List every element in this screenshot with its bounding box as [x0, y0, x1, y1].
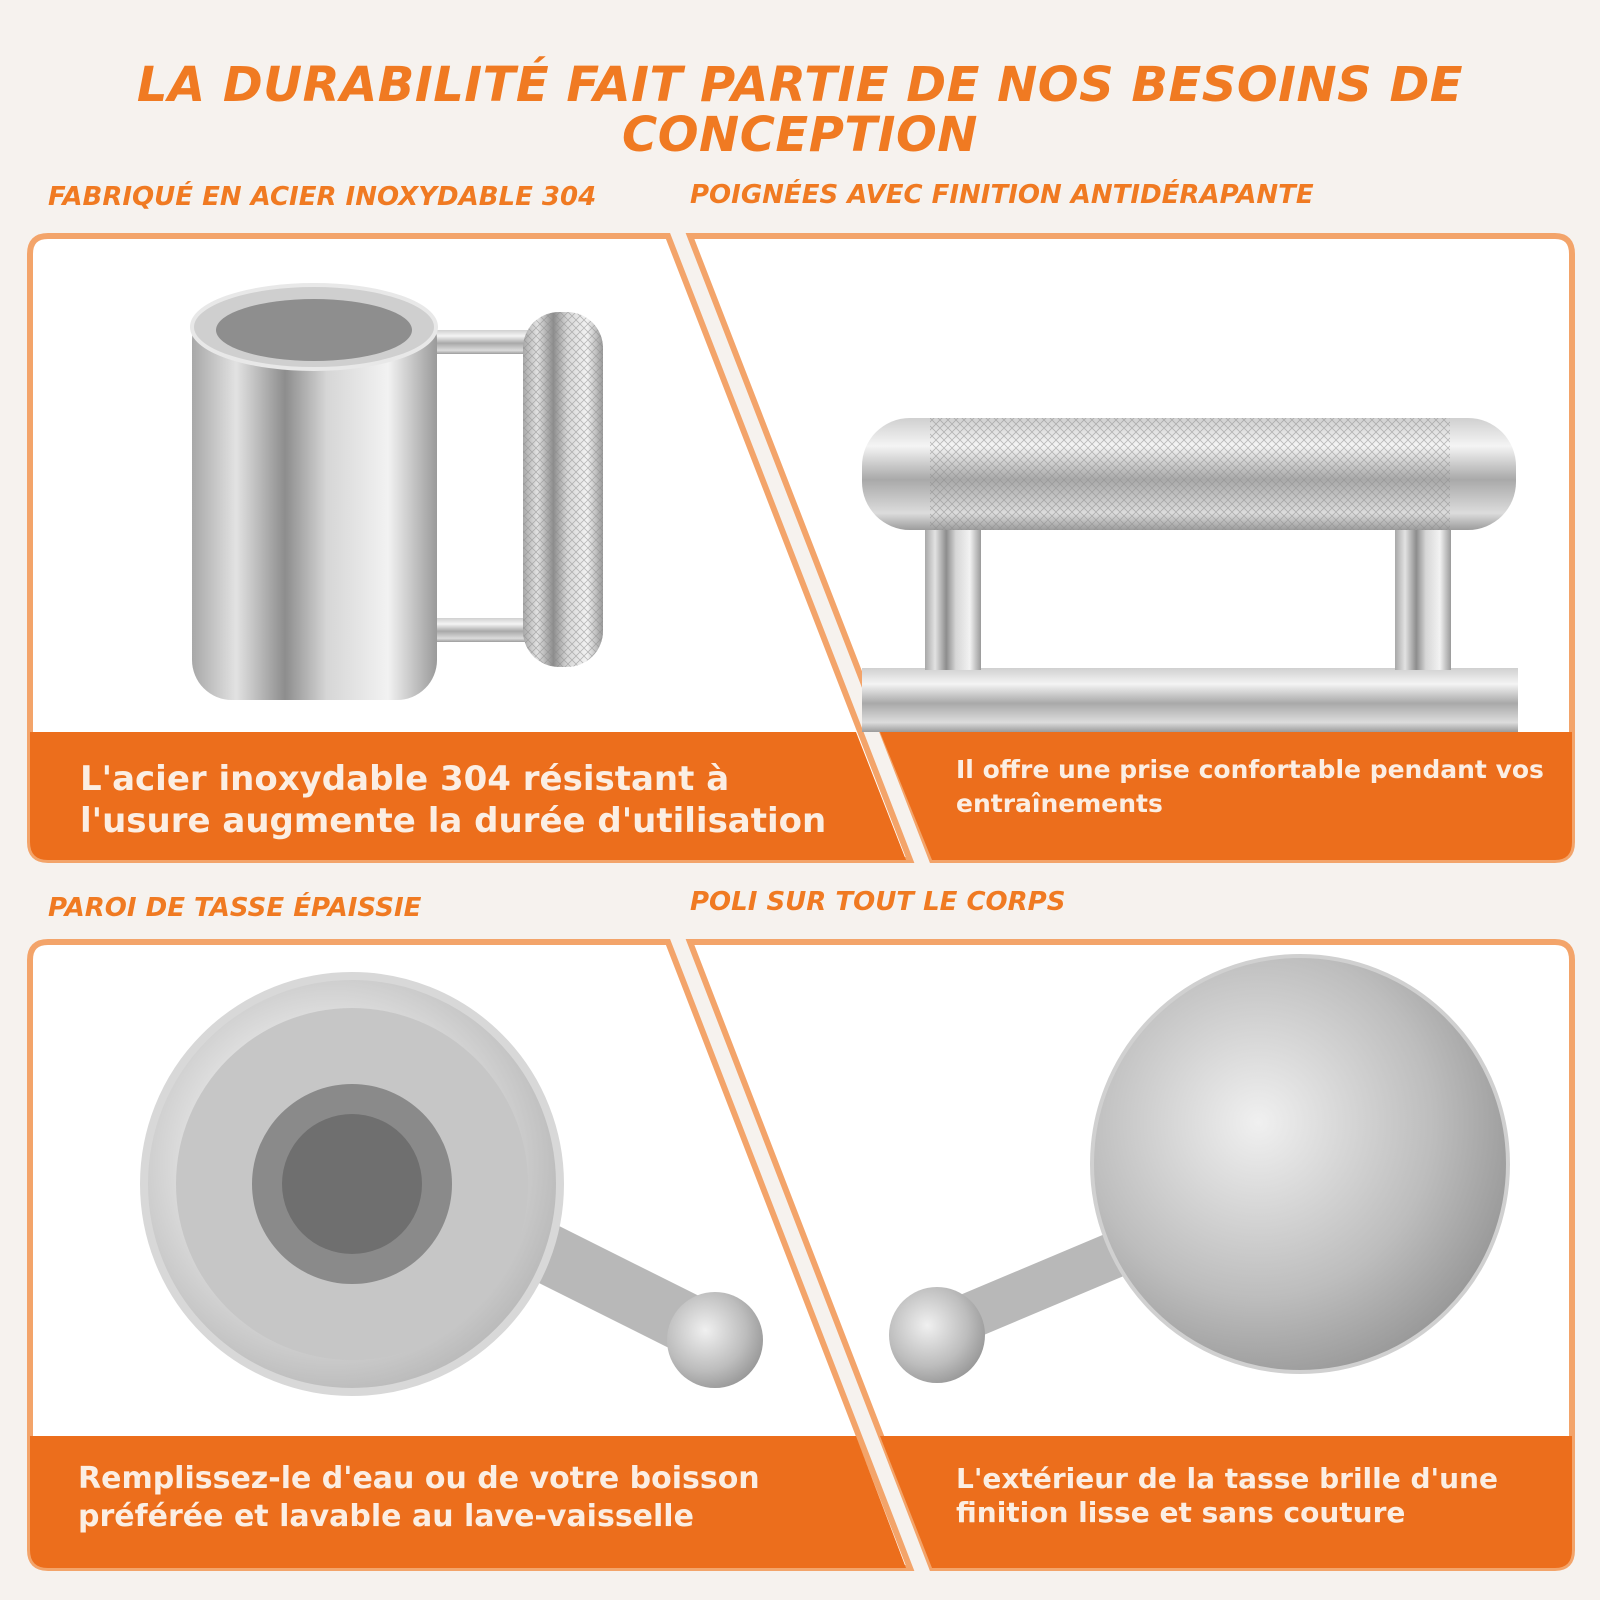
caption-thick-wall-line-2: préférée et lavable au lave-vaisselle	[78, 1499, 694, 1534]
caption-anti-slip-handles-line-1: Il offre une prise confortable pendant vos	[956, 755, 1544, 784]
heading-polished-body: POLI SUR TOUT LE CORPS	[690, 887, 1066, 917]
caption-thick-wall	[78, 1460, 760, 1536]
caption-stainless-steel-line-2: l'usure augmente la durée d'utilisation	[80, 801, 827, 841]
caption-stainless-steel	[80, 758, 826, 842]
caption-polished-body	[956, 1462, 1498, 1530]
caption-anti-slip-handles-line-2: entraînements	[956, 789, 1163, 818]
title-line-1: LA DURABILITÉ FAIT PARTIE DE NOS BESOINS DE	[136, 57, 1464, 113]
heading-stainless-steel: FABRIQUÉ EN ACIER INOXYDABLE 304	[48, 182, 597, 212]
caption-thick-wall-line-1: Remplissez-le d'eau ou de votre boisson	[78, 1461, 760, 1496]
caption-polished-body-line-2: finition lisse et sans couture	[956, 1496, 1406, 1529]
title-line-2: CONCEPTION	[622, 107, 978, 163]
mug-side-image	[192, 285, 603, 700]
heading-anti-slip-handles: POIGNÉES AVEC FINITION ANTIDÉRAPANTE	[690, 180, 1314, 210]
heading-thick-wall: PAROI DE TASSE ÉPAISSIE	[48, 893, 422, 923]
caption-polished-body-line-1: L'extérieur de la tasse brille d'une	[956, 1462, 1498, 1495]
caption-stainless-steel-line-1: L'acier inoxydable 304 résistant à	[80, 759, 730, 799]
caption-anti-slip-handles	[956, 753, 1544, 821]
